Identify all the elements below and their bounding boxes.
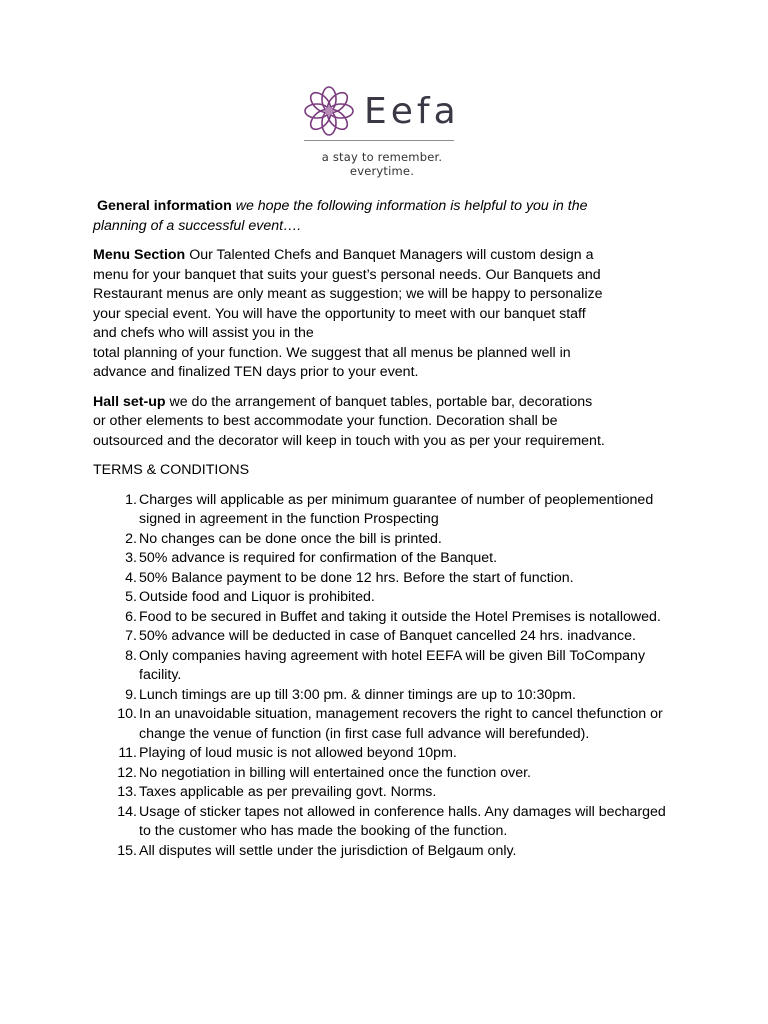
terms-item-line: Playing of loud music is not allowed beyond 10pm. <box>139 745 457 761</box>
terms-item-line: charged to the customer who has made the booking of the function. <box>139 803 666 839</box>
terms-item-line: Usage of sticker tapes not allowed in conference halls. Any damages will be <box>139 803 615 820</box>
menu-section-line-5: and chefs who will assist you in the <box>93 325 314 341</box>
terms-item-line: All disputes will settle under the jurisdiction of Belgaum only. <box>139 842 517 859</box>
terms-item <box>93 764 673 784</box>
terms-item-number: 14. <box>117 803 137 820</box>
terms-item <box>93 588 673 608</box>
terms-item-line: mentioned signed in agreement in the function Prospecting <box>139 491 654 527</box>
hall-setup-line-2: or other elements to best accommodate your function. Decoration shall be <box>93 413 558 429</box>
terms-item <box>93 783 673 803</box>
flower-rosette-icon <box>302 84 356 138</box>
menu-section-line-6: total planning of your function. We suggest that all menus be planned well in <box>93 344 571 361</box>
terms-item <box>93 647 673 686</box>
logo-wordmark: Eefa <box>364 91 460 132</box>
terms-item-number: 12. <box>117 764 137 781</box>
terms-item-line: 50% advance is required for confirmation of the Banquet. <box>139 550 498 566</box>
menu-section-line-2: menu for your banquet that suits your guest’s personal needs. Our Banquets and <box>93 266 601 283</box>
terms-item-number: 3. <box>125 550 137 566</box>
terms-item-line: No negotiation in billing will entertained once the function over. <box>139 764 531 781</box>
terms-item <box>93 569 673 589</box>
terms-item <box>93 842 673 862</box>
terms-item-number: 2. <box>125 530 137 547</box>
terms-item-number: 6. <box>125 608 137 625</box>
menu-section-paragraph <box>93 246 673 383</box>
general-information-label: General information <box>96 198 232 214</box>
general-information-text-2: planning of a successful event…. <box>93 217 302 234</box>
terms-item-line: Only companies having agreement with hotel EEFA will be given Bill To <box>139 647 585 664</box>
terms-item <box>93 627 673 647</box>
hall-setup-paragraph <box>93 393 673 452</box>
terms-item-number: 15. <box>117 842 137 859</box>
hall-setup-line-1: we do the arrangement of banquet tables, portable bar, decorations <box>169 393 593 410</box>
terms-item-number: 13. <box>117 784 137 800</box>
terms-item-line: Company facility. <box>139 647 646 683</box>
terms-item-number: 1. <box>125 491 137 508</box>
terms-item-line: 50% Balance payment to be done 12 hrs. Before the start of function. <box>139 569 574 586</box>
terms-item-number: 4. <box>125 569 137 586</box>
terms-item-line: Food to be secured in Buffet and taking it outside the Hotel Premises is not <box>139 608 609 625</box>
menu-section-label: Menu Section <box>93 247 186 263</box>
hall-setup-label: Hall set-up <box>93 393 166 410</box>
terms-item <box>93 705 673 744</box>
terms-item-number: 11. <box>118 745 137 761</box>
document-body <box>93 197 673 861</box>
terms-item-line: advance. <box>578 628 636 644</box>
terms-item <box>93 803 673 842</box>
terms-heading: TERMS & CONDITIONS <box>93 462 250 478</box>
terms-item-line: allowed. <box>608 608 661 625</box>
terms-item <box>93 491 673 530</box>
terms-item-line: Taxes applicable as per prevailing govt. Norms. <box>139 784 437 800</box>
terms-item-line: In an unavoidable situation, management recovers the right to cancel the <box>139 706 597 722</box>
terms-item <box>93 608 673 628</box>
terms-item-number: 10. <box>117 706 137 722</box>
general-information-paragraph <box>93 197 673 236</box>
menu-section-line-3: Restaurant menus are only meant as suggestion; we will be happy to personalize <box>93 286 603 302</box>
terms-item-line: function or change the venue of function (in first case full advance will be <box>139 706 663 742</box>
hotel-logo <box>290 84 490 178</box>
terms-item <box>93 744 673 764</box>
logo-divider <box>304 140 454 141</box>
terms-item <box>93 686 673 706</box>
terms-item <box>93 549 673 569</box>
terms-item-number: 7. <box>125 628 137 644</box>
terms-item-number: 5. <box>125 589 137 605</box>
general-information-text-1: we hope the following information is helpful to you in the <box>235 198 588 214</box>
terms-item-line: Charges will applicable as per minimum guarantee of number of people <box>139 491 587 508</box>
terms-item-line: No changes can be done once the bill is printed. <box>139 530 442 547</box>
menu-section-line-4: your special event. You will have the opportunity to meet with our banquet staff <box>93 305 586 322</box>
terms-item-number: 8. <box>125 647 137 664</box>
menu-section-line-1: Our Talented Chefs and Banquet Managers will custom design a <box>189 247 594 263</box>
terms-item-number: 9. <box>125 686 137 703</box>
terms-item <box>93 530 673 550</box>
terms-item-line: refunded). <box>524 725 590 742</box>
terms-list <box>93 491 673 862</box>
terms-item-line: 50% advance will be deducted in case of Banquet cancelled 24 hrs. in <box>139 628 579 644</box>
terms-item-line: Lunch timings are up till 3:00 pm. & dinner timings are up to 10:30pm. <box>139 686 576 703</box>
hall-setup-line-3: outsourced and the decorator will keep in touch with you as per your requirement. <box>93 432 605 449</box>
terms-item-line: Outside food and Liquor is prohibited. <box>139 589 375 605</box>
logo-tagline: a stay to remember. everytime. <box>321 150 443 178</box>
menu-section-line-7: advance and finalized TEN days prior to your event. <box>93 364 419 380</box>
